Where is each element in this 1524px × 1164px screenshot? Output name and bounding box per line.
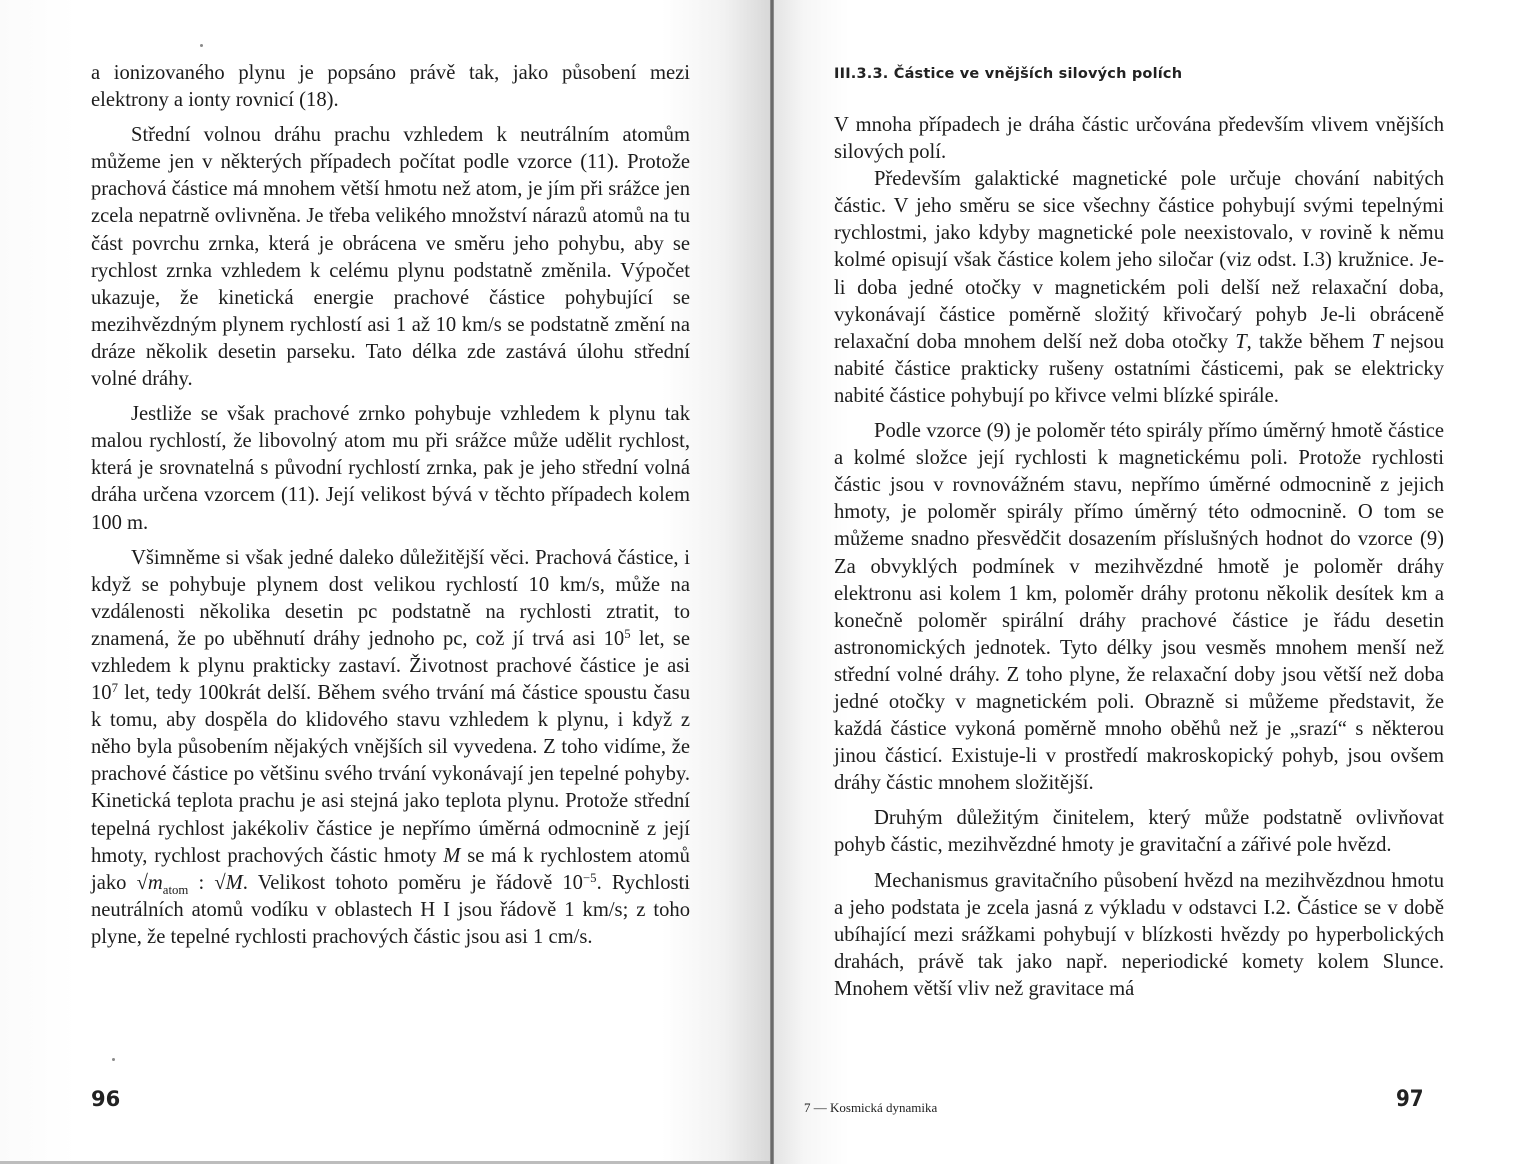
left-page-body (91, 60, 690, 951)
math-variable: T (1371, 330, 1384, 353)
paragraph: Jestliže se však prachové zrnko pohybuje vzhledem k plynu tak malou rychlostí, že libovolný atom mu při srážce může udělit rychlost, která je srovnatelná s původní rychlostí zrnka, pak je jeho střední volná dráha určena vzorcem (11). Její velikost bývá v těchto případech kolem 100 m. (91, 403, 690, 534)
paragraph: Druhým důležitým činitelem, který může podstatně ovlivňovat pohyb částic, mezihvězdné hmoty je gravitační a zářivé pole hvězd. (834, 807, 1444, 857)
paragraph: Všimněme si však jedné daleko důležitější věci. Prachová částice, i když se pohybuje plynem dost velikou rychlostí 10 km/s, může na vzdálenosti několika desetin pc podstatně na rychlosti ztratit, to znamená, že po uběhnutí dráhy jednoho pc, což jí trvá asi $10^5$ let, se vzhledem k plynu prakticky zastaví. Životnost prachové částice je asi $10^7$ let, tedy 100krát delší. Během svého trvání má částice spoustu času k tomu, aby dospěla do klidového stavu vzhledem k plynu, i když z něho byla působením nějakých vnějších sil vyvedena. Z toho vidíme, že prachové částice po většinu svého trvání vykonávají jen tepelné pohyby. Kinetická teplota prachu je asi stejná jako teplota plynu. Protože střední tepelná rychlost jakékoliv částice je nepřímo úměrná odmocnině z její hmoty, rychlost prachových částic hmoty M se má k rychlostem atomů jako $√m_{atom}$ : √M. Velikost tohoto poměru je řádově $10^{-5}$. Rychlosti neutrálních atomů vodíku v oblastech H I jsou řádově 1 km/s; z toho plyne, že tepelné rychlosti prachových částic jsou asi 1 cm/s. (91, 546, 690, 948)
math-variable: T (1235, 330, 1247, 353)
page-number-left: 96 (91, 1087, 121, 1111)
right-page (774, 0, 1524, 1164)
paragraph: Podle vzorce (9) je poloměr této spirály přímo úměrný hmotě částice a kolmé složce její rychlosti k magnetickému poli. Protože rychlosti částic jsou v rovnovážném stavu, nepřímo úměrné odmocnině z jejich hmoty, je poloměr spirály přímo úměrný této odmocnině. O tom se můžeme snadno přesvědčit dosazením příslušných hodnot do vzorce (9) Za obvyklých podmínek v mezihvězdné hmotě je poloměr dráhy elektronu asi kolem 1 km, poloměr dráhy protonu několik desítek km a konečně poloměr spirální dráhy prachové částice je řádu desetin astronomických jednotek. Tyto délky jsou vesměs mnohem menší než střední volné dráhy. Z toho plyne, že relaxační doby jsou větší než doba jedné otočky v magnetickém poli. Obrazně si můžeme představit, že každá částice vykoná poměrně mnoho oběhů než je „srazí“ s některou jinou částicí. Existuje-li v prostředí makroskopický pohyb, jsou ovšem dráhy částic mnohem složitější. (834, 420, 1444, 795)
right-page-body (834, 112, 1444, 1003)
section-heading: III.3.3. Částice ve vnějších silových polích (834, 66, 1183, 82)
paper-speck (112, 1058, 115, 1061)
exponent: 7 (111, 681, 118, 696)
paper-speck (200, 44, 203, 47)
math-variable: M (225, 871, 243, 894)
subscript: atom (162, 882, 189, 897)
math-variable: M (443, 844, 461, 867)
paragraph: Střední volnou dráhu prachu vzhledem k neutrálním atomům můžeme jen v některých případech počítat podle vzorce (11). Protože prachová částice má mnohem větší hmotu než atom, je jím při srážce jen zcela nepatrně ovlivněna. Je třeba velikého množství nárazů atomů na tu část povrchu zrnka, která je obrácena ve směru jeho pohybu, aby se rychlost zrnka vzhledem k celému plynu podstatně změnila. Výpočet ukazuje, že kinetická energie prachové částice pohybující se mezihvězdným plynem rychlostí asi 1 až 10 km/s se podstatně změní na dráze několik desetin parseku. Tato délka zde zastává úlohu střední volné dráhy. (91, 124, 690, 391)
footer-signature: 7 — Kosmická dynamika (804, 1100, 938, 1115)
paragraph: a ionizovaného plynu je popsáno právě tak, jako působení mezi elektrony a ionty rovnicí (18). (91, 62, 690, 112)
paragraph: Mechanismus gravitačního působení hvězd na mezihvězdnou hmotu a jeho podstata je zcela jasná z výkladu v odstavci I.2. Částice se v době ubíhající mezi srážkami pohybují v blízkosti hvězdy po hyperbolických drahách, právě tak jako např. neperiodické komety kolem Slunce. Mnohem větší vliv než gravitace má (834, 869, 1444, 1000)
exponent: 5 (624, 626, 631, 641)
paragraph: V mnoha případech je dráha částic určována především vlivem vnějších silových polí. (834, 114, 1444, 164)
exponent: −5 (582, 870, 597, 885)
page-number-right: 97 (1396, 1087, 1424, 1112)
math-variable: m (147, 871, 163, 894)
paragraph: Především galaktické magnetické pole určuje chování nabitých částic. V jeho směru se sice všechny částice pohybují svými tepelnými rychlostmi, jako kdyby magnetické pole neexistovalo, v rovině k němu kolmé opisují však částice kolem jeho siločar (viz odst. I.3) kružnice. Je-li doba jedné otočky v magnetickém poli delší než relaxační doba, vykonávají částice poměrně složitý křivočarý pohyb Je-li obráceně relaxační doba mnohem delší než doba otočky T, takže během T nejsou nabité částice prakticky rušeny ostatními částicemi, pak se elektricky nabité částice pohybují po křivce velmi blízké spirále. (834, 168, 1444, 407)
